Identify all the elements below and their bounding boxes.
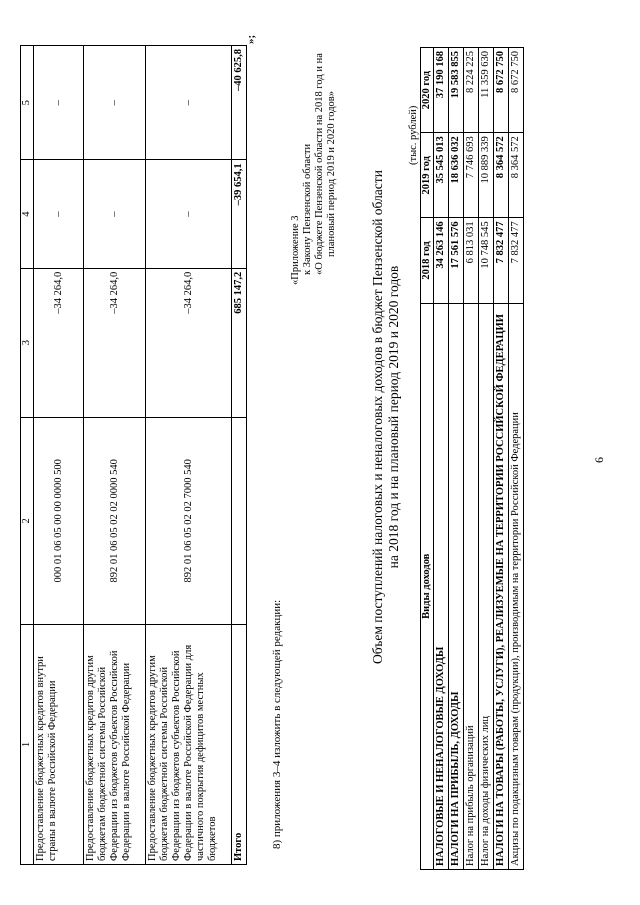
revenue-name: НАЛОГИ НА ТОВАРЫ (РАБОТЫ, УСЛУГИ), РЕАЛИЗУЕМЫЕ НА ТЕРРИТОРИИ РОССИЙСКОЙ ФЕДЕРАЦИИ: [494, 303, 509, 869]
appendix-law-period: плановый период 2019 и 2020 годов»: [326, 91, 337, 257]
budget-code: 892 01 06 05 02 02 7000 540: [146, 417, 232, 625]
revenue-2019: 7 746 693: [464, 133, 479, 218]
revenue-name: Налог на доходы физических лиц: [479, 303, 494, 869]
revenue-2020: 19 583 855: [449, 48, 464, 133]
credit-name: Предоставление бюджетных кредитов другим бюджетам бюджетной системы Российской Федерации из бюджетов субъектов Российской Федерации в валюте Российской Федерации для частичного покрытия дефицитов местных бюджетов: [146, 625, 232, 865]
revenue-2020: 11 359 630: [479, 48, 494, 133]
table-row: [434, 48, 449, 870]
revenue-2018: 17 561 576: [449, 218, 464, 303]
value-2019: –: [146, 160, 232, 268]
table-row: [509, 48, 524, 870]
credits-col-5-header: 5: [21, 46, 34, 160]
table-row: [146, 46, 232, 865]
appendix-law-title: «О бюджете Пензенской области на 2018 год и на: [314, 53, 325, 275]
table-closing-quote: »;: [245, 34, 257, 44]
credits-col-1-header: 1: [21, 625, 34, 865]
total-row: [232, 46, 247, 865]
appendix-title: «Приложение 3: [290, 215, 301, 285]
revenue-2019: 8 364 572: [494, 133, 509, 218]
revenue-name: Налог на прибыль организаций: [464, 303, 479, 869]
revenue-2018: 6 813 031: [464, 218, 479, 303]
credits-col-2-header: 2: [21, 417, 34, 625]
value-2018: –34 264,0: [34, 268, 84, 417]
revenue-2020: 8 224 225: [464, 48, 479, 133]
page-title: [370, 97, 402, 737]
credit-name: Предоставление бюджетных кредитов внутри страны в валюте Российской Федерации: [34, 625, 84, 865]
appendix-law-ref: к Закону Пензенской области: [302, 143, 313, 275]
value-2018: –34 264,0: [146, 268, 232, 417]
table-row: [34, 46, 84, 865]
table-row: [479, 48, 494, 870]
value-2020: –: [34, 46, 84, 160]
credits-col-4-header: 4: [21, 160, 34, 268]
revenue-2020: 37 190 168: [434, 48, 449, 133]
revenue-2019: 18 636 032: [449, 133, 464, 218]
revenue-type-header: Виды доходов: [421, 303, 434, 869]
table-row: [464, 48, 479, 870]
page-number: 6: [592, 457, 606, 463]
revenue-2018: 7 832 477: [509, 218, 524, 303]
revenue-name: НАЛОГИ НА ПРИБЫЛЬ, ДОХОДЫ: [449, 303, 464, 869]
total-2018: 685 147,2: [232, 268, 247, 417]
year-2019-header: 2019 год: [421, 133, 434, 218]
value-2019: –: [34, 160, 84, 268]
budget-code: 000 01 06 05 00 00 0000 500: [34, 417, 84, 625]
credit-name: Предоставление бюджетных кредитов другим бюджетам бюджетной системы Российской Федерации из бюджетов субъектов Российской Федерации в валюте Российской Федерации: [84, 625, 146, 865]
credits-table: [20, 45, 247, 865]
value-2019: –: [84, 160, 146, 268]
value-2018: –34 264,0: [84, 268, 146, 417]
amendment-note: 8) приложения 3–4 изложить в следующей редакции:: [271, 599, 283, 849]
value-2020: –: [84, 46, 146, 160]
appendix-header: [290, 53, 338, 285]
page-title-line-1: Объем поступлений налоговых и неналоговых доходов в бюджет Пензенской области: [370, 170, 385, 664]
total-code-empty: [232, 417, 247, 625]
revenue-table: [420, 47, 524, 870]
revenue-2020: 8 672 750: [494, 48, 509, 133]
revenue-name: НАЛОГОВЫЕ И НЕНАЛОГОВЫЕ ДОХОДЫ: [434, 303, 449, 869]
revenue-name: Акцизы по подакцизным товарам (продукции), производимым на территории Российской Федерации: [509, 303, 524, 869]
revenue-2018: 10 748 545: [479, 218, 494, 303]
revenue-2019: 35 545 013: [434, 133, 449, 218]
revenue-table-header-row: [421, 48, 434, 870]
total-label: Итого: [232, 625, 247, 865]
units-label: (тыс. рублей): [408, 105, 419, 165]
total-2019: –39 654,1: [232, 160, 247, 268]
revenue-2019: 10 889 339: [479, 133, 494, 218]
table-row: [449, 48, 464, 870]
year-2018-header: 2018 год: [421, 218, 434, 303]
credits-table-header-row: [21, 46, 34, 865]
credits-col-3-header: 3: [21, 268, 34, 417]
revenue-2020: 8 672 750: [509, 48, 524, 133]
year-2020-header: 2020 год: [421, 48, 434, 133]
total-2020: –40 625,8: [232, 46, 247, 160]
revenue-2019: 8 364 572: [509, 133, 524, 218]
page-title-line-2: на 2018 год и на плановый период 2019 и 2020 годов: [386, 265, 401, 569]
budget-code: 892 01 06 05 02 02 0000 540: [84, 417, 146, 625]
table-row: [84, 46, 146, 865]
revenue-2018: 7 832 477: [494, 218, 509, 303]
value-2020: –: [146, 46, 232, 160]
table-row: [494, 48, 509, 870]
revenue-2018: 34 263 146: [434, 218, 449, 303]
